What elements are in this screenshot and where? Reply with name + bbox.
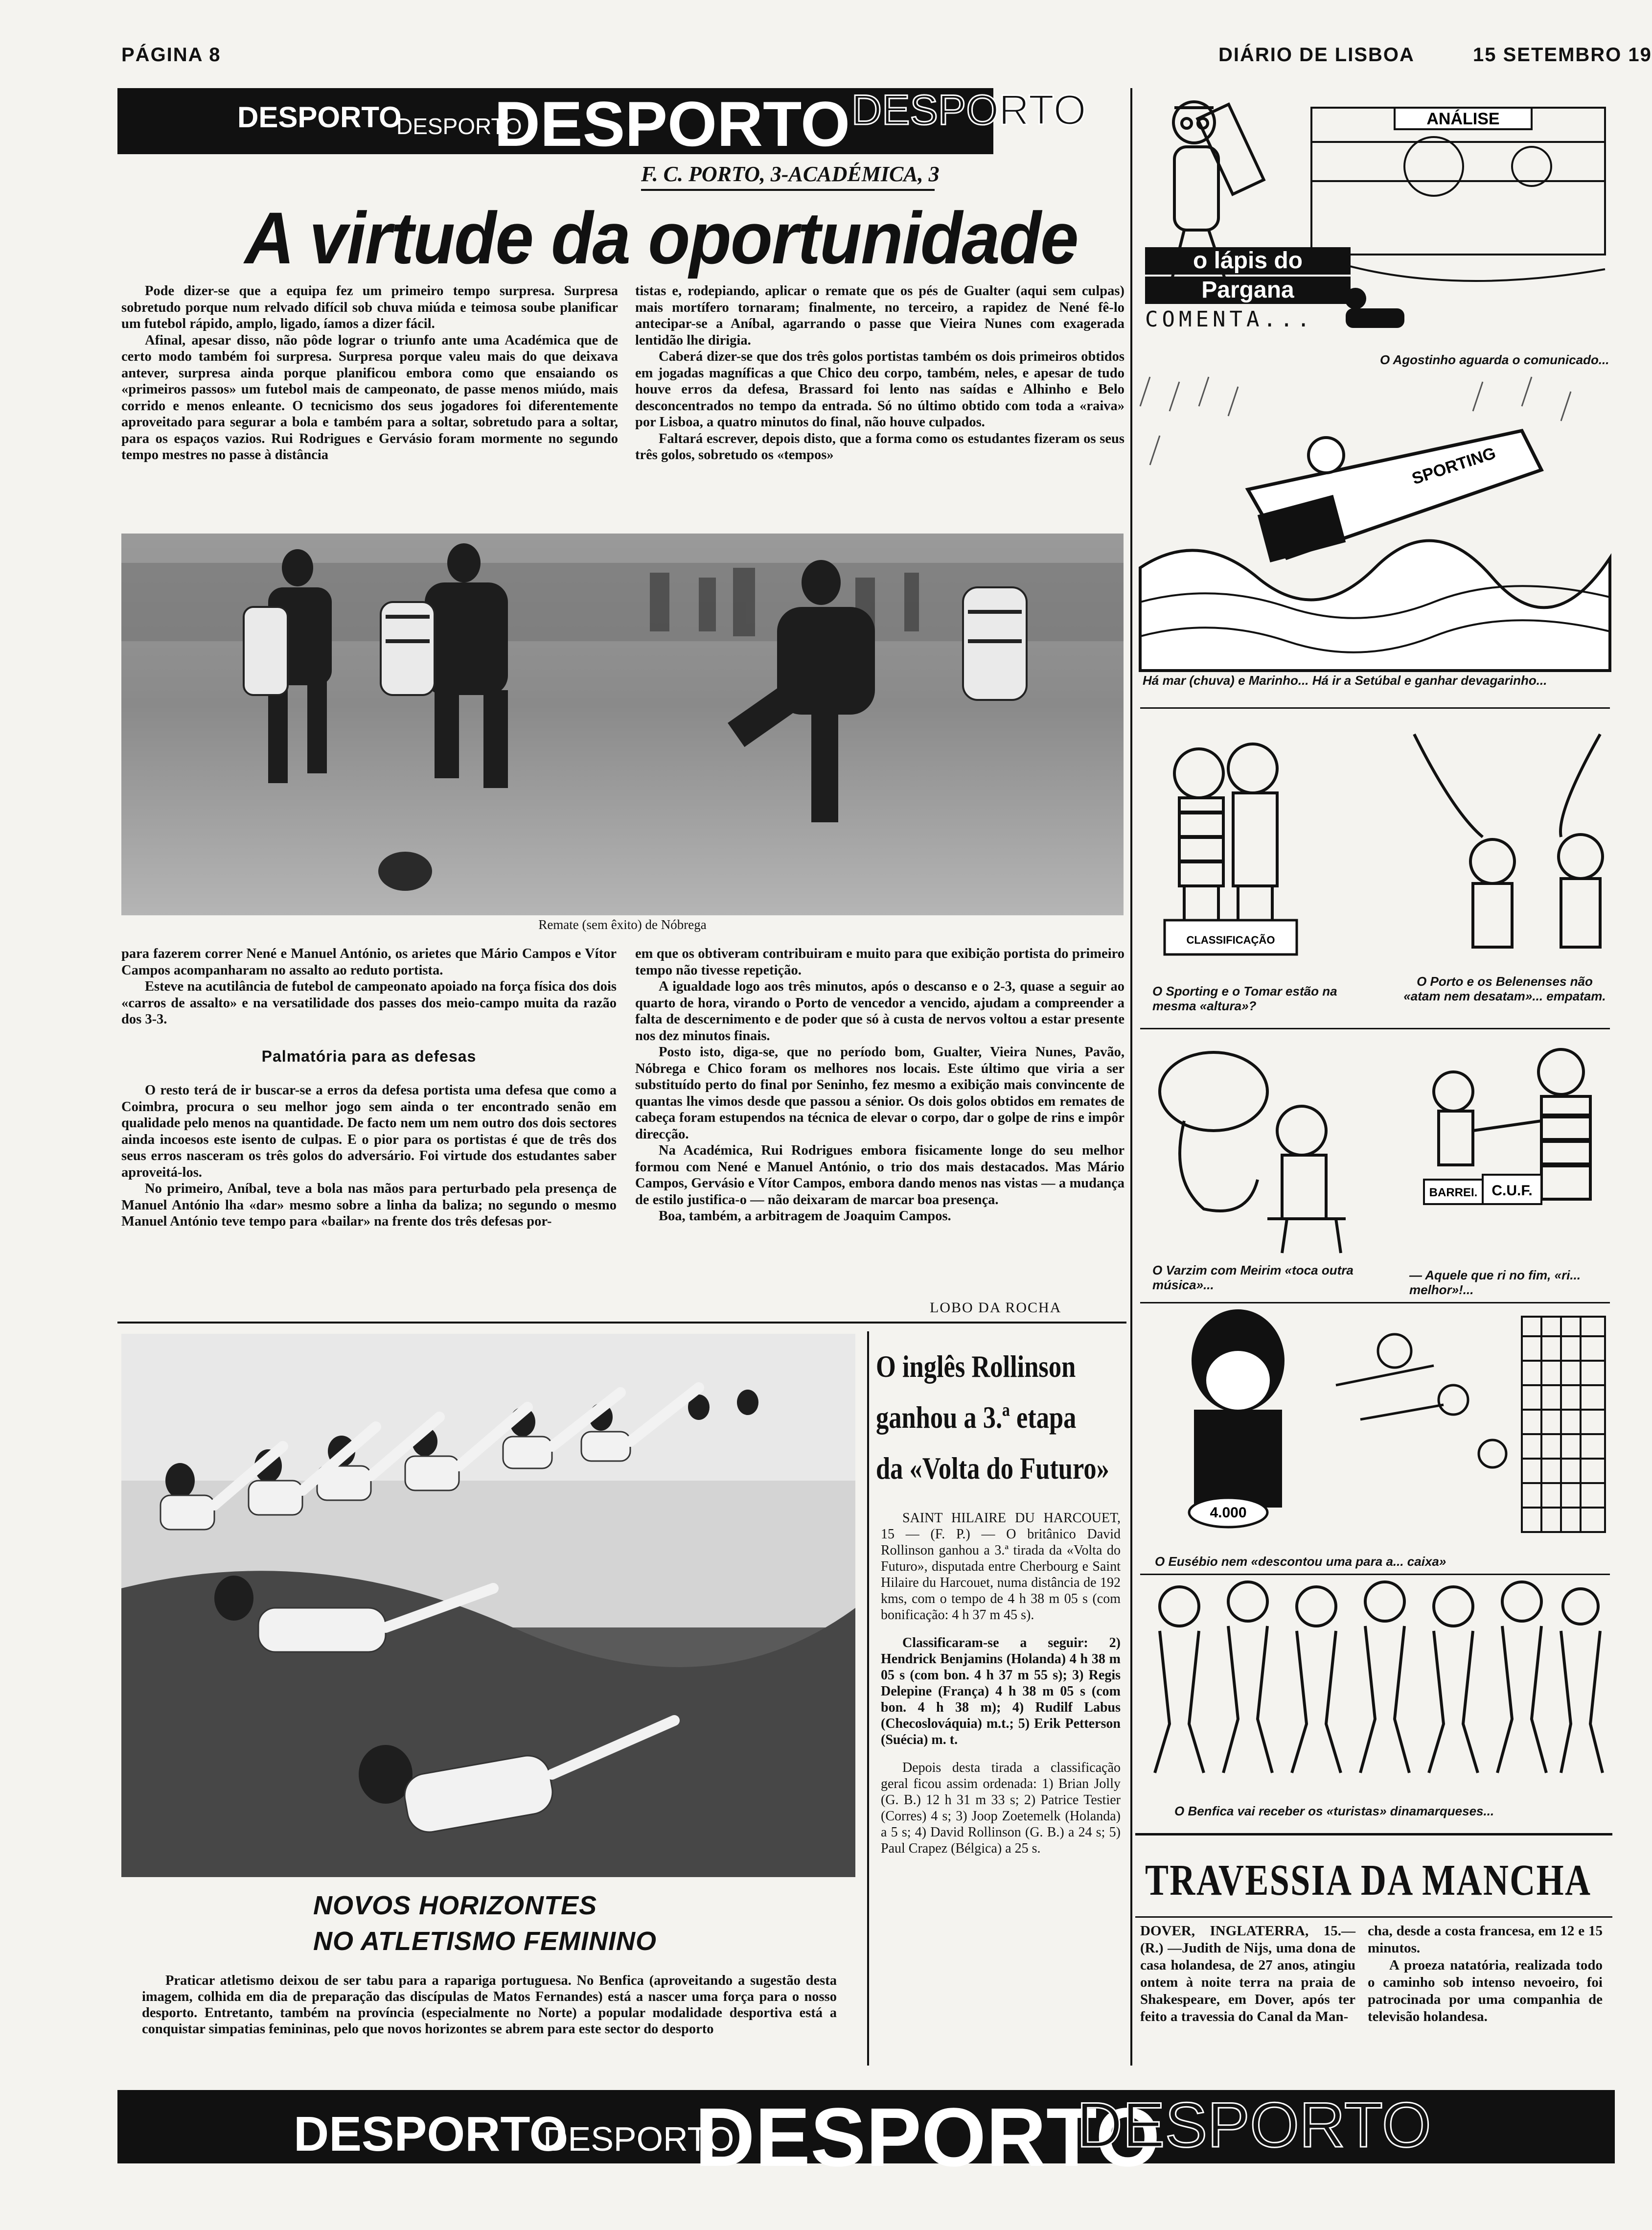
cartoon-boat-illustration: [1140, 372, 1610, 671]
sign-text: BARREI.: [1429, 1186, 1478, 1199]
column-divider: [867, 1331, 869, 2066]
athletics-photo: [121, 1334, 855, 1877]
paragraph: SAINT HILAIRE DU HARCOUET, 15 — (F. P.) — O britânico David Rollinson ganhou a 3.ª tirada da «Volta do Futuro», disputada entre Cherbourg e Saint Hilaire du Harcouet, numa distância de 192 kms, com o tempo de 4 h 38 m 05 s (com bonificação: 4 h 37 m 45 s).: [881, 1510, 1121, 1623]
banner-word: DESPORTO: [543, 2120, 734, 2158]
cartoon-panel-figures: [1140, 715, 1610, 969]
byline: LOBO DA ROCHA: [930, 1300, 1062, 1316]
cartoon-caption: O Eusébio nem «descontou uma para a... caixa»: [1155, 1554, 1446, 1569]
paragraph: A proeza natatória, realizada todo o caminho sob intenso nevoeiro, foi patrocinada por uma companhia de televisão holandesa.: [1368, 1957, 1603, 2024]
cartoon-caption: Há mar (chuva) e Marinho... Há ir a Setúbal e ganhar devagarinho...: [1143, 673, 1547, 688]
paragraph: Na Académica, Rui Rodrigues embora fisicamente longe do seu melhor formou com Nené e Manuel António, o trio dos mais destacados. Mas Mário Campos, Gervásio e Vítor Campos, embora dando menos nas vistas — a mudança de estilo justifica-o — não deixaram de marcar boa presença.: [635, 1143, 1124, 1208]
paragraph: Faltará escrever, depois disto, que a forma como os estudantes fizeram os seus três golos, sobretudo os «tempos»: [635, 431, 1124, 463]
panel-divider: [1140, 1574, 1610, 1575]
badge-line: o lápis do: [1145, 247, 1351, 275]
sign-text: C.U.F.: [1491, 1183, 1533, 1199]
banner-word-large: DESPORTO: [494, 88, 850, 160]
section-divider: [117, 1322, 1126, 1324]
cartoon-caption: O Benfica vai receber os «turistas» dinamarqueses...: [1174, 1804, 1494, 1818]
cartoon-music-illustration: [1140, 1033, 1610, 1258]
banner-word: DESPORTO: [237, 101, 402, 134]
banner-word-large: DESPORTO: [695, 2091, 1160, 2184]
article-body-col1: [1140, 1923, 1355, 2025]
column-divider: [1130, 88, 1132, 2066]
headline-line: ganhou a 3.ª etapa: [876, 1400, 1077, 1435]
badge-line: Pargana: [1145, 277, 1351, 304]
article-column-1: [121, 283, 618, 464]
sign-text: CLASSIFICAÇÃO: [1186, 934, 1275, 946]
article-body: [142, 1973, 837, 2037]
photo-caption: Remate (sem êxito) de Nóbrega: [538, 917, 707, 932]
article-column-4: [635, 946, 1124, 1225]
cartoon-caption: O Agostinho aguarda o comunicado...: [1380, 352, 1609, 367]
issue-date: 15 SETEMBRO 19: [1473, 44, 1652, 66]
paragraph: Caberá dizer-se que dos três golos portistas também os dois primeiros obtidos em jogadas magníficas a que Chico deu corpo, também, neles, e apesar de tudo houve erros da defesa, Brassard foi lento nas saídas e Alhinho e Belo desconcentrados no tempo da entrada. Só no último obtido com toda a «raiva» por Lisboa, a quatro minutos do final, não houve culpados.: [635, 349, 1124, 430]
article-headline: [876, 1341, 1109, 1494]
football-photo-illustration: [121, 534, 1124, 915]
section-divider: [1135, 1833, 1612, 1835]
paragraph: DOVER, INGLATERRA, 15.— (R.) —Judith de Nijs, uma dona de casa holandesa, de 27 anos, atingiu ontem à noite terra na praia de Shakespeare, em Dover, após ter feito a travessia do Canal da Man-: [1140, 1923, 1355, 2024]
article-column-3: [121, 946, 617, 1230]
page-number: PÁGINA 8: [121, 44, 221, 66]
paragraph: para fazerem correr Nené e Manuel António, os arietes que Mário Campos e Vítor Campos acompanharam no assalto ao reduto portista.: [121, 946, 617, 978]
panel-divider: [1140, 1028, 1610, 1029]
paragraph: Praticar atletismo deixou de ser tabu para a rapariga portuguesa. No Benfica (aproveitando a sugestão desta imagem, colhida em dia de preparação das discípulas de Matos Fernandes) está a nascer uma força para o nosso desporto. Entretanto, também na província (especialmente no Norte) a popular modalidade desportiva está a conquistar simpatias femininas, pelo que novos horizontes se abrem para este sector do desporto: [142, 1973, 837, 2037]
paragraph: Posto isto, diga-se, que no período bom, Gualter, Vieira Nunes, Pavão, Nóbrega e Chico foram os melhores nos locais. Este último que viria a ser substituído perto do final por Seninho, fez mesmo a exibição mais convincente de quantas lhe vimos desde que passou a sénior. Os dois golos obtidos em remates de cabeça foram estupendos na técnica de elevar o corpo, dar o golpe de rins e impôr direcção.: [635, 1045, 1124, 1142]
paragraph: Classificaram-se a seguir: 2) Hendrick Benjamins (Holanda) 4 h 38 m 05 s (com bon. 4 h 37 m 55 s); 3) Regis Delepine (França) 4 h 38 m 05 s (com bon. 4 h 38 m); 4) Rudilf Labus (Checoslováquia) m.t.; 5) Erik Petterson (Suécia) m. t.: [881, 1635, 1121, 1747]
cartoon-caption: O Porto e os Belenenses não «atam nem desatam»... empatam.: [1403, 974, 1606, 1003]
athletics-photo-illustration: [121, 1334, 855, 1877]
cartoon-benfica-illustration: [1140, 1577, 1610, 1792]
paragraph: Pode dizer-se que a equipa fez um primeiro tempo surpresa. Surpresa sobretudo porque num relvado difícil sob chuva miúda e teimosa soube planificar um futebol rápido, amplo, ligado, íamos a dizer fácil.: [121, 283, 618, 331]
badge-line: COMENTA...: [1145, 307, 1314, 332]
paragraph: No primeiro, Aníbal, teve a bola nas mãos para perturbado pela presença de Manuel António lha «dar» mesmo sobre a linha da baliza; no segundo o mesmo Manuel António teve tempo para «bailar» na frente dos três defesas por-: [121, 1181, 617, 1229]
article-body: [881, 1510, 1121, 1857]
section-banner-bottom: [117, 2089, 1615, 2184]
paragraph: tistas e, rodepiando, aplicar o remate que os pés de Gualter (aqui sem culpas) mais mortífero tornaram; finalmente, no terceiro, a rapidez de Nené fê-lo antecipar-se a Aníbal, agarrando o passe que Vieira Nunes com exagerada lentidão lhe dirigia.: [635, 283, 1124, 348]
article-headline: A virtude da oportunidade: [245, 197, 1078, 279]
cartoon-eusebio-illustration: [1140, 1307, 1610, 1542]
article-body-col2: [1368, 1923, 1603, 2025]
paragraph: Boa, também, a arbitragem de Joaquim Campos.: [659, 1208, 951, 1224]
article-headline: NOVOS HORIZONTES: [313, 1891, 597, 1920]
cartoon-caption: O Sporting e o Tomar estão na mesma «altura»?: [1152, 984, 1337, 1013]
paragraph: Depois desta tirada a classificação geral ficou assim ordenada: 1) Brian Jolly (G. B.) 12 h 31 m 33 s; 2) Patrice Testier (Corres) 4 s; 3) Joop Zoetemelk (Holanda) a 5 s; 4) David Rollinson (G. B.) a 24 s; 5) Paul Crapez (Bélgica) a 25 s.: [881, 1760, 1121, 1856]
article-headline: NO ATLETISMO FEMININO: [313, 1927, 657, 1956]
cartoon-panel-eusebio: [1140, 1307, 1610, 1542]
cartoon-figures-illustration: [1140, 715, 1610, 969]
article-kicker: F. C. PORTO, 3-ACADÉMICA, 3: [641, 162, 940, 186]
headline-line: O inglês Rollinson: [876, 1349, 1076, 1384]
paragraph: em que os obtiveram contribuiram e muito para que exibição portista do primeiro tempo não tivesse repetição.: [635, 946, 1124, 978]
kicker-underline: [641, 189, 935, 191]
cartoon-caption: — Aquele que ri no fim, «ri... melhor»!...: [1409, 1268, 1581, 1297]
paragraph: O resto terá de ir buscar-se a erros da defesa portista uma defesa que como a Coimbra, procura o seu melhor jogo sem ainda o ter encontrado senão em qualidade pelo menos na quantidade. De facto nem um nem outro dos dois sectores ainda incoesos este isento de culpas. E o pior para os portistas é que de três dos seus erros nasceram os três golos do adversário. Foi virtude dos estudantes saber aproveitá-los.: [121, 1083, 617, 1180]
paragraph: Afinal, apesar disso, não pôde lograr o triunfo ante uma Académica que de certo modo também foi surpresa. Surpresa porque valeu mais do que deixava antever, surpresa ainda porque planificou embora como que ensaiando os «primeiros passos» um futebol mais de campeonato, de passe menos miúdo, mais corrido e menos enleante. O tecnicismo dos seus jogadores foi diferentemente aproveitado para segurar a bola e também para a soltar, sobretudo para a soltar, para os espaços vazios. Rui Rodrigues e Gervásio foram mormente no segundo tempo mestres no passe à distância: [121, 332, 618, 463]
banner-word: DESPORTO: [294, 2107, 568, 2161]
newspaper-name: DIÁRIO DE LISBOA: [1218, 44, 1415, 66]
sign-text: ANÁLISE: [1426, 110, 1500, 128]
price-tag-text: 4.000: [1210, 1505, 1247, 1521]
panel-divider: [1140, 707, 1610, 709]
cartoon-panel-music: [1140, 1033, 1610, 1258]
football-match-photo: [121, 534, 1124, 915]
article-column-2: [635, 283, 1124, 464]
banner-word-outline: DESPORTO: [1077, 2089, 1431, 2160]
section-banner-top: [117, 87, 1086, 160]
paragraph: Esteve na acutilância de futebol de campeonato apoiado na força física dos dois «carros de assalto» e na versatilidade dos passes dos meio-campo muita da razão dos 3-3.: [121, 979, 617, 1027]
article-headline: TRAVESSIA DA MANCHA: [1145, 1856, 1592, 1905]
cartoon-panel-benfica: [1140, 1577, 1610, 1792]
banner-word-outline: DESPORTO: [851, 87, 1086, 134]
headline-line: da «Volta do Futuro»: [876, 1451, 1109, 1486]
cartoonist-badge: [1145, 247, 1351, 332]
cartoon-panel-boat: [1140, 372, 1610, 671]
paragraph: cha, desde a costa francesa, em 12 e 15 minutos.: [1368, 1923, 1603, 1956]
boat-text: SPORTING: [1409, 443, 1498, 488]
headline-rule: [1135, 1916, 1612, 1918]
cartoon-caption: O Varzim com Meirim «toca outra música»...: [1152, 1263, 1354, 1292]
subheading: Palmatória para as defesas: [261, 1047, 477, 1065]
banner-word: DESPORTO: [396, 114, 522, 139]
paragraph: A igualdade logo aos três minutos, após o descanso e o 2-3, quase a seguir ao quarto de hora, virando o Porto de vencedor a vencido, ajudam a compreender a falta de descernimento e de poder que só à custa de nervos voltou a estar presente nos dez minutos finais.: [635, 979, 1124, 1044]
panel-divider: [1140, 1302, 1610, 1303]
